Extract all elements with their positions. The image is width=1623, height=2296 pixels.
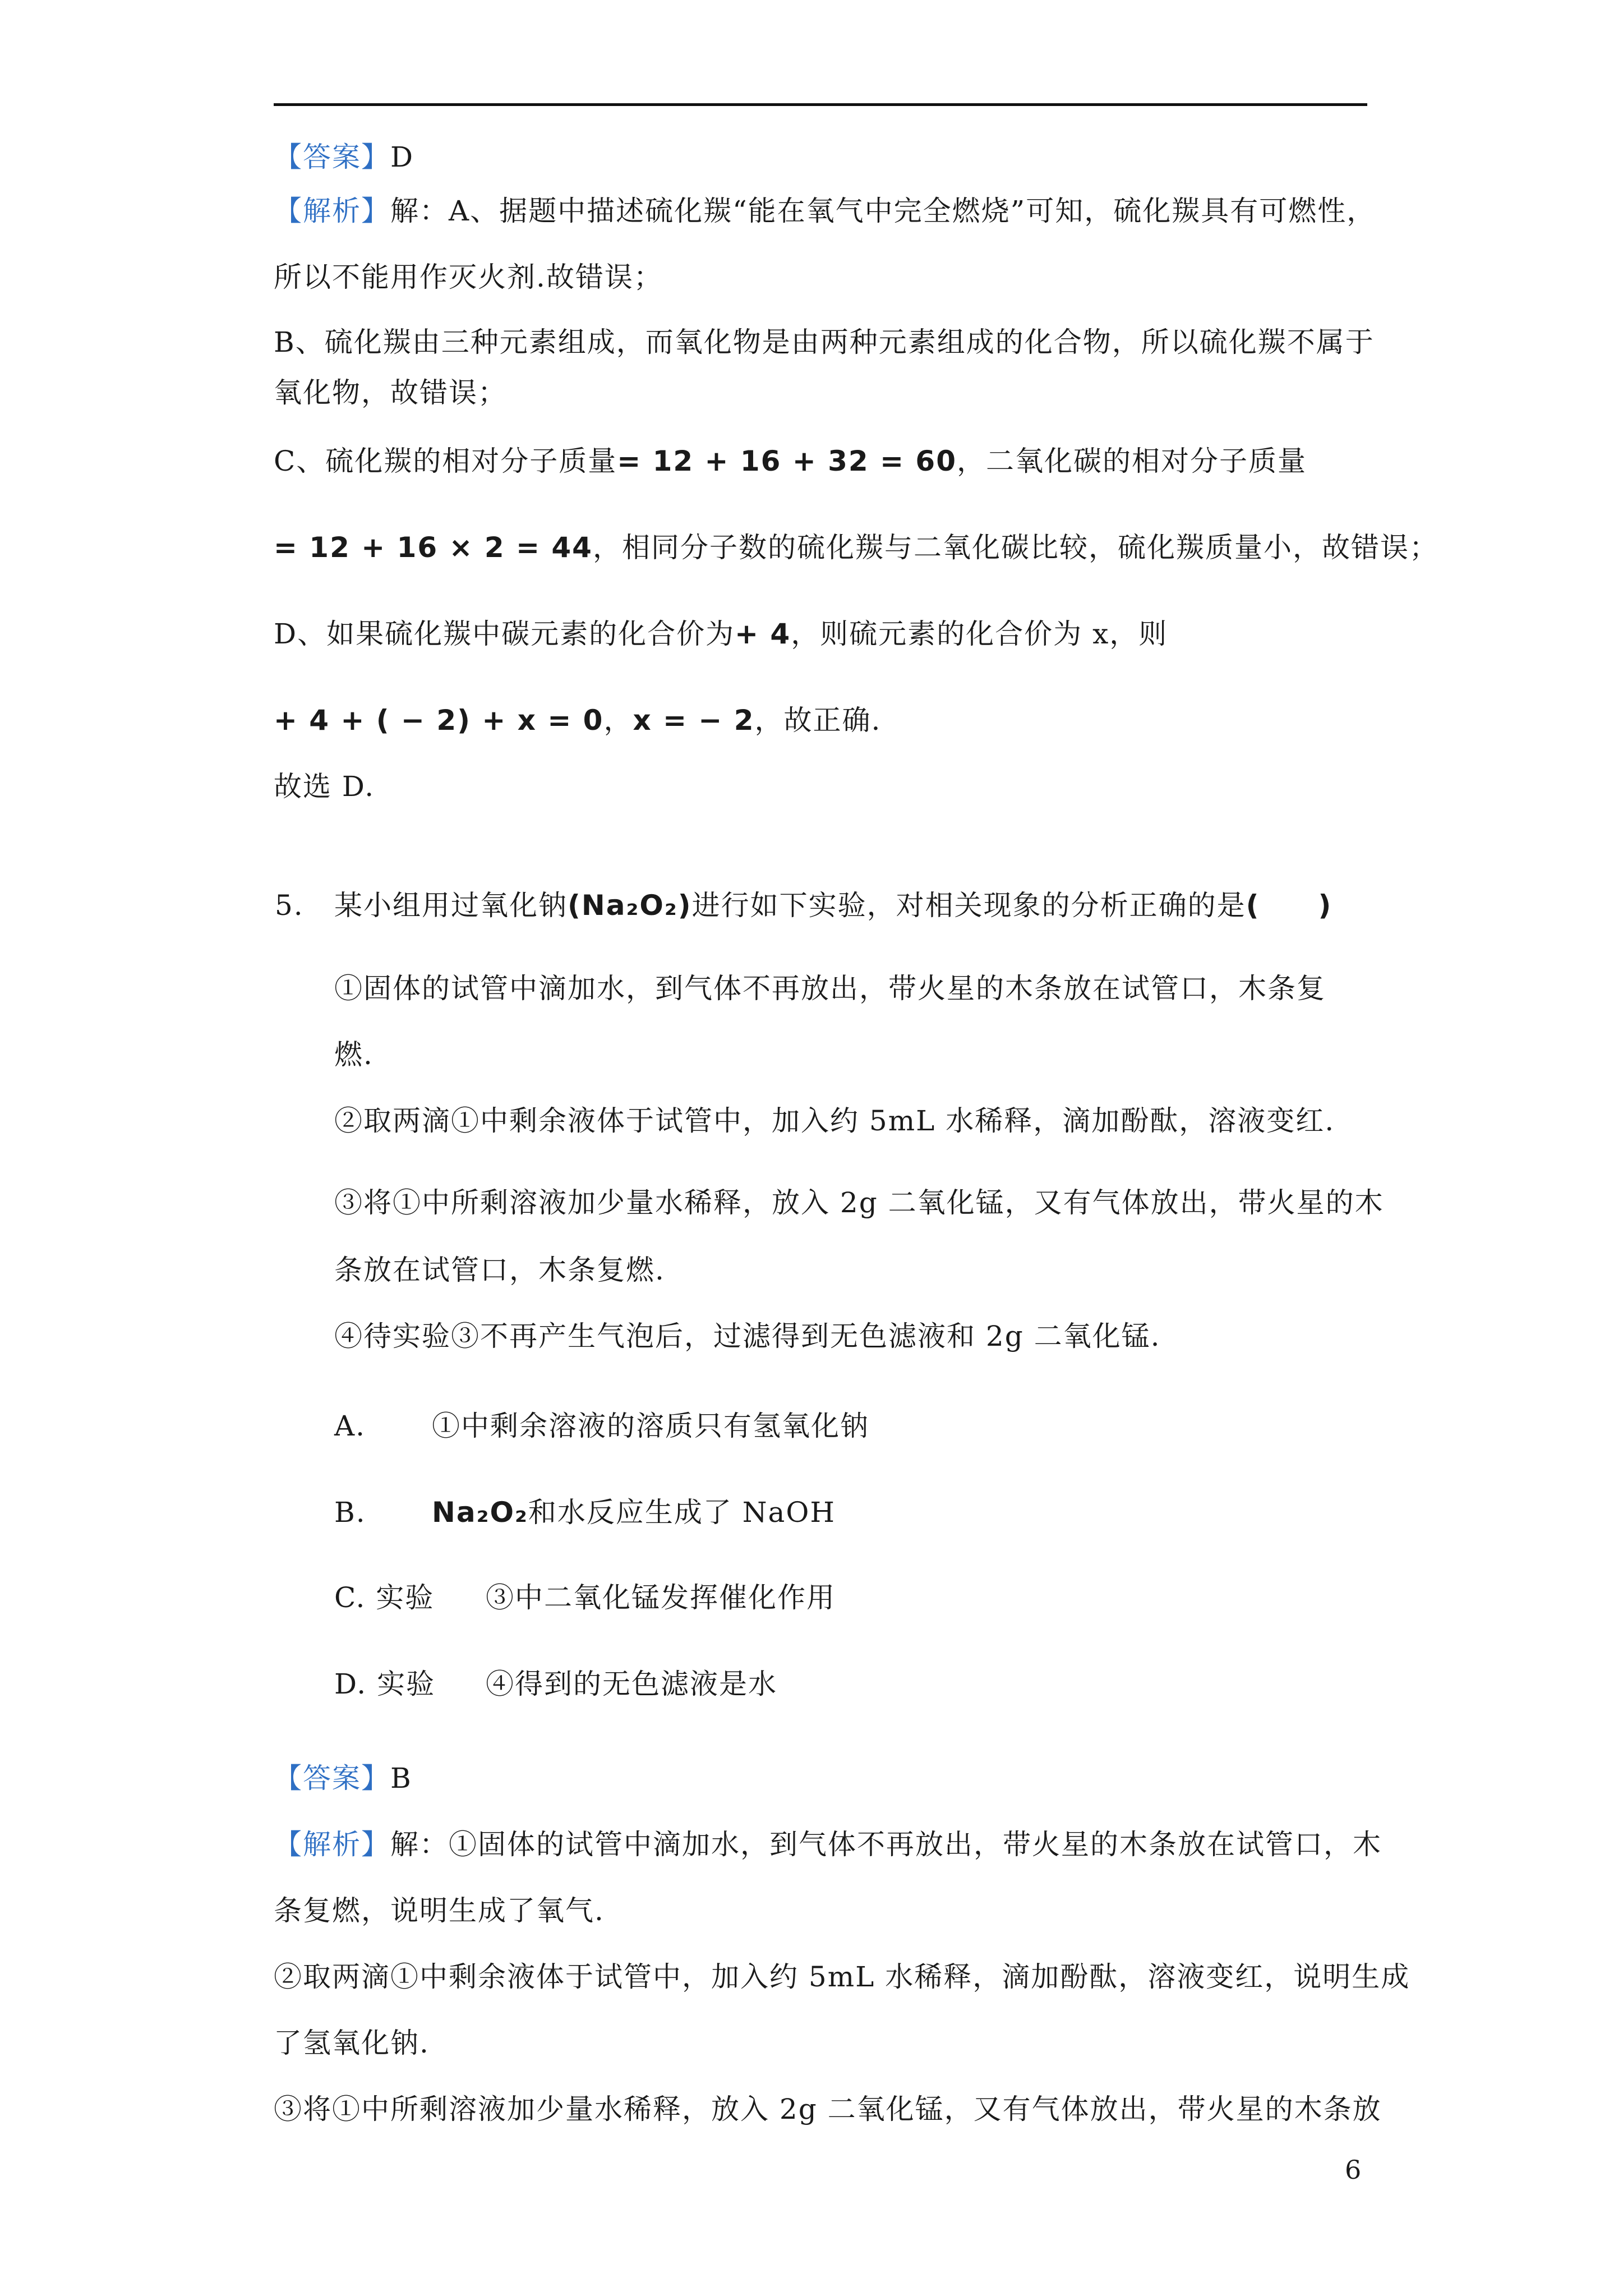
prev-d-line1 [274,616,1168,652]
step3-line1: ③将①中所剩溶液加少量水稀释，放入 2g 二氧化锰，又有气体放出，带火星的木 [334,1186,1384,1219]
prev-conclusion: 故选 D. [274,770,375,803]
option-b-text [432,1494,836,1530]
d-sep: ， [603,704,633,737]
step1-line1: ①固体的试管中滴加水，到气体不再放出，带火星的木条放在试管口，木条复 [334,972,1326,1005]
c-text: C、硫化羰的相对分子质量 [274,445,617,477]
option-d-letter: D. 实验 [334,1668,436,1700]
d-math2: + 4 + ( − 2) + x = 0 [274,704,604,737]
option-c-text: ③中二氧化锰发挥催化作用 [486,1581,836,1614]
c-tail2: ，相同分子数的硫化羰与二氧化碳比较，硫化羰质量小，故错误； [592,531,1438,564]
q5-answer-line [274,1760,412,1796]
q5-analysis-line5: ③将①中所剩溶液加少量水稀释，放入 2g 二氧化锰，又有气体放出，带火星的木条放 [274,2093,1382,2125]
option-d-text: ④得到的无色滤液是水 [486,1668,777,1700]
q5-answer-value: B [390,1762,412,1795]
analysis-tag: 【解析】 [274,195,390,227]
question-number: 5. [275,889,304,922]
prev-d-line2 [274,702,881,738]
q5-analysis-line1 [274,1826,1382,1862]
c-tail1: ，二氧化碳的相对分子质量 [957,445,1307,477]
question-stem [334,887,1332,923]
option-b-formula: Na₂O₂ [432,1496,528,1529]
q5-analysis-tag: 【解析】 [274,1828,390,1861]
prev-c-line2 [274,530,1438,565]
option-a-letter: A. [334,1410,366,1442]
prev-b-line1: B、硫化羰由三种元素组成，而氧化物是由两种元素组成的化合物，所以硫化羰不属于 [274,326,1375,358]
prev-c-line1 [274,443,1307,479]
stem-formula: (Na₂O₂) [568,889,692,922]
d-math3: x = − 2 [633,704,755,737]
d-tail2: ，故正确. [754,704,882,737]
page-number: 6 [1345,2155,1362,2185]
option-c-letter: C. 实验 [334,1581,435,1614]
q5-analysis-line4: 了氢氧化钠. [274,2027,430,2059]
option-b-body: 和水反应生成了 NaOH [528,1496,836,1529]
d-tail1: ，则硫元素的化合价为 x，则 [791,618,1168,650]
step1-line2: 燃. [334,1038,374,1071]
option-a-text: ①中剩余溶液的溶质只有氢氧化钠 [432,1410,869,1442]
answer-tag: 【答案】 [274,141,390,173]
prev-b-line2: 氧化物，故错误； [274,376,507,409]
d-text: D、如果硫化羰中碳元素的化合价为 [274,618,735,650]
analysis-text: 解：A、据题中描述硫化羰“能在氧气中完全燃烧”可知，硫化羰具有可燃性， [390,195,1376,227]
step4: ④待实验③不再产生气泡后，过滤得到无色滤液和 2g 二氧化锰. [334,1320,1161,1352]
option-b-letter: B. [334,1496,366,1529]
header-rule [274,103,1367,106]
step3-line2: 条放在试管口，木条复燃. [334,1254,665,1286]
answer-value: D [390,141,414,173]
stem-text-a: 某小组用过氧化钠 [334,889,568,922]
c-math2: = 12 + 16 × 2 = 44 [274,531,593,564]
stem-paren: ( ) [1246,889,1332,922]
prev-analysis-line2: 所以不能用作灭火剂.故错误； [274,261,663,293]
q5-analysis-text: 解：①固体的试管中滴加水，到气体不再放出，带火星的木条放在试管口，木 [390,1828,1382,1861]
q5-analysis-line3: ②取两滴①中剩余液体于试管中，加入约 5mL 水稀释，滴加酚酞，溶液变红，说明生成 [274,1961,1410,1993]
q5-analysis-line2: 条复燃，说明生成了氧气. [274,1894,605,1927]
q5-answer-tag: 【答案】 [274,1762,390,1795]
stem-text-b: 进行如下实验，对相关现象的分析正确的是 [691,889,1246,922]
prev-answer-line [274,139,414,175]
prev-analysis-line1 [274,193,1376,229]
step2: ②取两滴①中剩余液体于试管中，加入约 5mL 水稀释，滴加酚酞，溶液变红. [334,1105,1335,1137]
c-math1: = 12 + 16 + 32 = 60 [617,445,957,477]
d-math1: + 4 [735,618,791,650]
